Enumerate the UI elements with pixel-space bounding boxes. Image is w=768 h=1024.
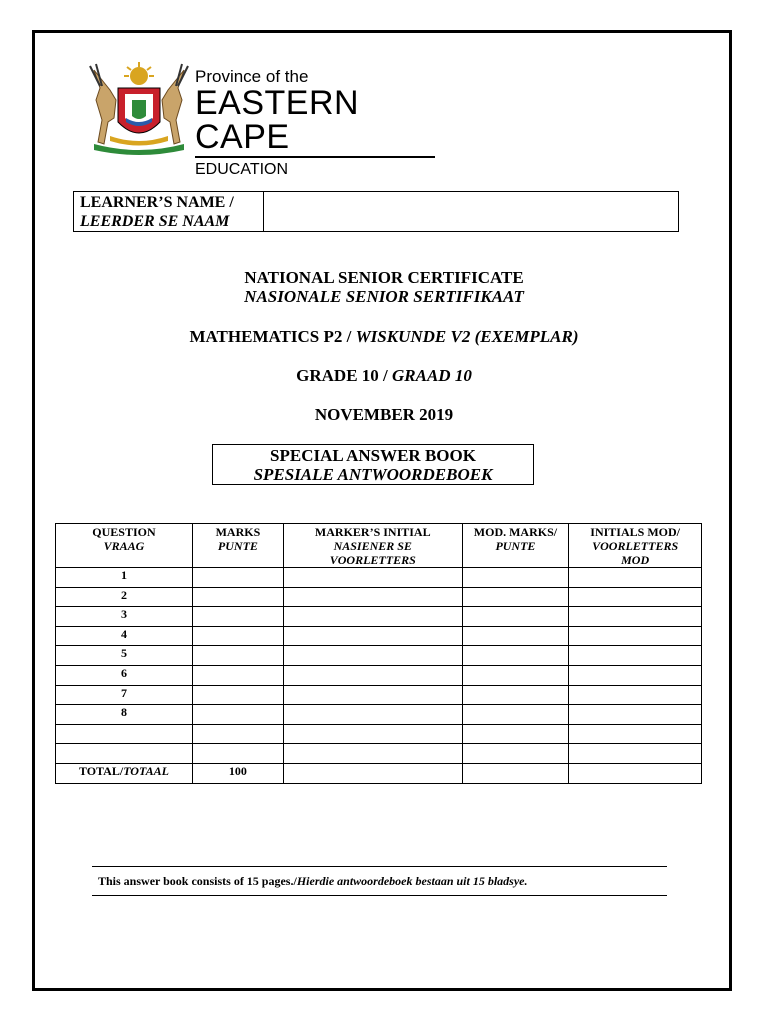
subject-heading [0,327,768,346]
question-number-cell: 7 [56,685,193,705]
subject-en: MATHEMATICS P2 / [189,327,356,346]
footer-bottom-rule [92,895,667,896]
logo-province-text: Province of the [195,67,309,86]
question-number-cell: 3 [56,607,193,627]
mod-marks-cell[interactable] [462,568,569,588]
table-row [56,724,702,744]
mod-marks-cell[interactable] [462,763,569,783]
mod-marks-cell[interactable] [462,626,569,646]
footer-note-af: Hierdie antwoordeboek bestaan uit 15 bladsye. [296,874,528,888]
question-number-cell [56,744,193,764]
header-question-en: QUESTION [92,525,156,539]
table-row [56,705,702,725]
footer-note [98,874,528,889]
header-mod-marks-af: PUNTE [495,539,536,553]
table-row [56,626,702,646]
marker-initial-cell[interactable] [283,705,462,725]
table-row [56,685,702,705]
question-number-cell: 6 [56,665,193,685]
table-row [56,607,702,627]
table-row [56,646,702,666]
certificate-title-en: NATIONAL SENIOR CERTIFICATE [244,268,524,287]
question-number-cell: 1 [56,568,193,588]
question-number-cell: 2 [56,587,193,607]
marker-initial-cell[interactable] [283,763,462,783]
total-row [56,763,702,783]
certificate-heading [0,268,768,306]
header-marks-af: PUNTE [217,539,258,553]
marks-cell[interactable] [192,568,283,588]
marker-initial-cell[interactable] [283,568,462,588]
marks-cell[interactable] [192,646,283,666]
learner-name-label-en: LEARNER’S NAME / [80,194,234,211]
special-answer-book-en: SPECIAL ANSWER BOOK [270,446,476,465]
mod-marks-cell[interactable] [462,587,569,607]
learner-name-label-af: LEERDER SE NAAM [80,213,230,230]
marker-initial-cell[interactable] [283,626,462,646]
mod-marks-cell[interactable] [462,685,569,705]
eastern-cape-logo [80,60,440,178]
marker-initial-cell[interactable] [283,724,462,744]
learner-name-field[interactable] [264,192,678,231]
footer-note-en: This answer book consists of 15 pages./ [98,874,297,888]
marker-initial-cell[interactable] [283,587,462,607]
mod-marks-cell[interactable] [462,665,569,685]
table-row [56,665,702,685]
header-marker-initial [283,524,462,568]
question-number-cell: 5 [56,646,193,666]
total-label-en: TOTAL/ [78,763,124,778]
special-answer-book-box [212,444,534,485]
initials-mod-cell[interactable] [569,626,702,646]
learner-name-box [73,191,679,232]
marker-initial-cell[interactable] [283,685,462,705]
initials-mod-cell[interactable] [569,705,702,725]
question-number-cell: 8 [56,705,193,725]
header-mod-marks [462,524,569,568]
marks-cell[interactable] [192,665,283,685]
logo-divider [195,156,435,158]
marks-cell[interactable] [192,587,283,607]
header-marks-en: MARKS [215,525,261,539]
total-label-cell [56,763,193,783]
table-row [56,587,702,607]
header-marker-initial-af: NASIENER SE VOORLETTERS [329,539,416,567]
header-initials-mod-af: VOORLETTERS MOD [592,539,679,567]
header-question [56,524,193,568]
grade-af: GRAAD 10 [392,366,472,385]
logo-education-text: EDUCATION [195,161,289,178]
total-label-af: TOTAAL [123,763,169,778]
exam-date: NOVEMBER 2019 [314,405,454,424]
header-marker-initial-en: MARKER’S INITIAL [314,525,431,539]
marks-table [55,523,702,784]
marks-cell[interactable] [192,607,283,627]
initials-mod-cell[interactable] [569,724,702,744]
marker-initial-cell[interactable] [283,665,462,685]
header-question-af: VRAAG [103,539,145,553]
question-number-cell: 4 [56,626,193,646]
grade-en: GRADE 10 / [296,366,393,385]
initials-mod-cell[interactable] [569,646,702,666]
mod-marks-cell[interactable] [462,607,569,627]
logo-eastern-cape-text: EASTERN CAPE [195,84,360,156]
header-marks [192,524,283,568]
total-marks-cell: 100 [192,763,283,783]
mod-marks-cell[interactable] [462,646,569,666]
coat-of-arms-icon [80,60,198,160]
marker-initial-cell[interactable] [283,646,462,666]
marks-cell[interactable] [192,685,283,705]
marks-cell[interactable] [192,724,283,744]
marker-initial-cell[interactable] [283,744,462,764]
subject-af: WISKUNDE V2 (EXEMPLAR) [355,327,579,346]
certificate-title-af: NASIONALE SENIOR SERTIFIKAAT [244,287,524,306]
marks-table-header-row [56,524,702,568]
footer-top-rule [92,866,667,867]
initials-mod-cell[interactable] [569,685,702,705]
marks-table-body [56,568,702,784]
marker-initial-cell[interactable] [283,607,462,627]
special-answer-book-af: SPESIALE ANTWOORDEBOEK [253,465,493,484]
initials-mod-cell[interactable] [569,744,702,764]
marks-cell[interactable] [192,705,283,725]
mod-marks-cell[interactable] [462,705,569,725]
learner-name-label [74,192,264,231]
initials-mod-cell[interactable] [569,587,702,607]
header-initials-mod [569,524,702,568]
question-number-cell [56,724,193,744]
table-row [56,744,702,764]
header-mod-marks-en: MOD. MARKS/ [473,525,558,539]
mod-marks-cell[interactable] [462,724,569,744]
initials-mod-cell[interactable] [569,568,702,588]
marks-cell[interactable] [192,744,283,764]
initials-mod-cell[interactable] [569,665,702,685]
table-row [56,568,702,588]
marks-cell[interactable] [192,626,283,646]
header-initials-mod-en: INITIALS MOD/ [590,525,680,539]
mod-marks-cell[interactable] [462,744,569,764]
initials-mod-cell[interactable] [569,607,702,627]
grade-heading [0,366,768,385]
initials-mod-cell[interactable] [569,763,702,783]
